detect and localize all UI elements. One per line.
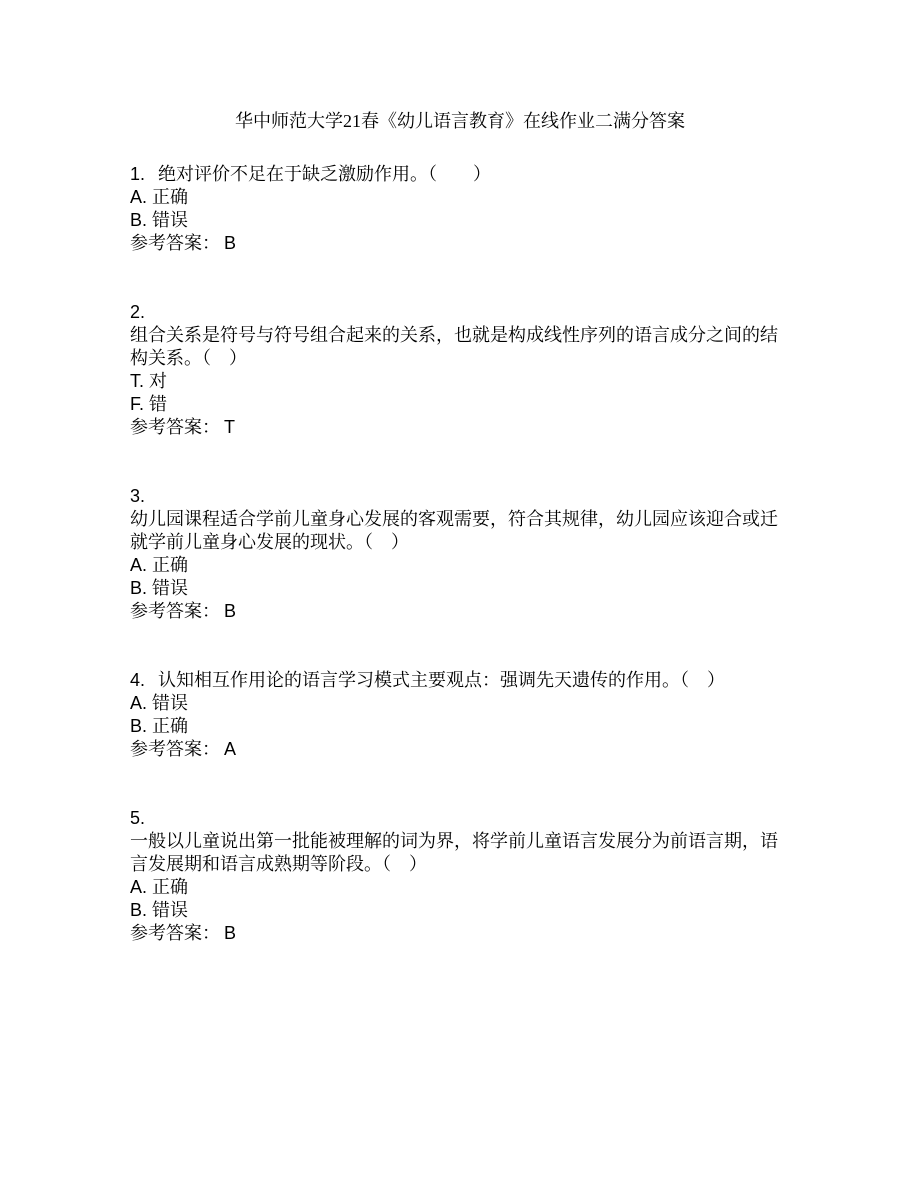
- reference-answer-value: B: [224, 601, 237, 621]
- question-number: 3.: [130, 486, 146, 506]
- option-label: 正确: [152, 877, 189, 897]
- option-key: B.: [130, 716, 148, 736]
- question-1-head: [130, 163, 790, 186]
- option-b: [130, 209, 790, 232]
- option-key: T.: [130, 371, 145, 391]
- reference-answer-label: 参考答案：: [130, 923, 220, 943]
- option-label: 错误: [152, 210, 189, 230]
- option-label: 正确: [152, 716, 189, 736]
- option-t: [130, 370, 790, 393]
- reference-answer: [130, 738, 790, 761]
- option-key: F.: [130, 394, 145, 414]
- option-label: 错误: [152, 578, 189, 598]
- reference-answer-label: 参考答案：: [130, 601, 220, 621]
- option-key: A.: [130, 555, 148, 575]
- option-key: B.: [130, 210, 148, 230]
- question-2: [130, 301, 790, 439]
- question-4-head: [130, 669, 790, 692]
- reference-answer: [130, 232, 790, 255]
- reference-answer: [130, 922, 790, 945]
- reference-answer-label: 参考答案：: [130, 417, 220, 437]
- reference-answer-value: B: [224, 233, 237, 253]
- option-key: B.: [130, 900, 148, 920]
- option-a: [130, 692, 790, 715]
- question-4: [130, 669, 790, 761]
- option-key: A.: [130, 693, 148, 713]
- option-b: [130, 577, 790, 600]
- question-number: 5.: [130, 808, 146, 828]
- reference-answer-value: A: [224, 739, 237, 759]
- question-text: 组合关系是符号与符号组合起来的关系，也就是构成线性序列的语言成分之间的结构关系。（ ）: [130, 325, 778, 368]
- option-f: [130, 393, 790, 416]
- option-key: B.: [130, 578, 148, 598]
- option-a: [130, 554, 790, 577]
- option-label: 正确: [152, 187, 189, 207]
- question-text: 绝对评价不足在于缺乏激励作用。（ ）: [158, 164, 492, 184]
- question-text: 认知相互作用论的语言学习模式主要观点：强调先天遗传的作用。（ ）: [158, 670, 726, 690]
- reference-answer: [130, 416, 790, 439]
- option-b: [130, 715, 790, 738]
- option-a: [130, 186, 790, 209]
- option-label: 对: [149, 371, 168, 391]
- question-number: 2.: [130, 302, 146, 322]
- question-number: 1.: [130, 164, 146, 184]
- question-text: 一般以儿童说出第一批能被理解的词为界，将学前儿童语言发展分为前语言期，语言发展期和语言成熟期等阶段。（ ）: [130, 831, 778, 874]
- option-label: 错: [149, 394, 168, 414]
- reference-answer-value: T: [224, 417, 235, 437]
- option-key: A.: [130, 877, 148, 897]
- option-b: [130, 899, 790, 922]
- reference-answer: [130, 600, 790, 623]
- option-key: A.: [130, 187, 148, 207]
- question-text: 幼儿园课程适合学前儿童身心发展的客观需要，符合其规律，幼儿园应该迎合或迁就学前儿童身心发展的现状。（ ）: [130, 509, 778, 552]
- question-number: 4.: [130, 670, 146, 690]
- reference-answer-label: 参考答案：: [130, 739, 220, 759]
- page-title: 华中师范大学21春《幼儿语言教育》在线作业二满分答案: [235, 111, 685, 131]
- question-1: [130, 163, 790, 255]
- option-a: [130, 876, 790, 899]
- option-label: 正确: [152, 555, 189, 575]
- option-label: 错误: [152, 693, 189, 713]
- question-5: [130, 807, 790, 945]
- option-label: 错误: [152, 900, 189, 920]
- question-3: [130, 485, 790, 623]
- reference-answer-value: B: [224, 923, 237, 943]
- reference-answer-label: 参考答案：: [130, 233, 220, 253]
